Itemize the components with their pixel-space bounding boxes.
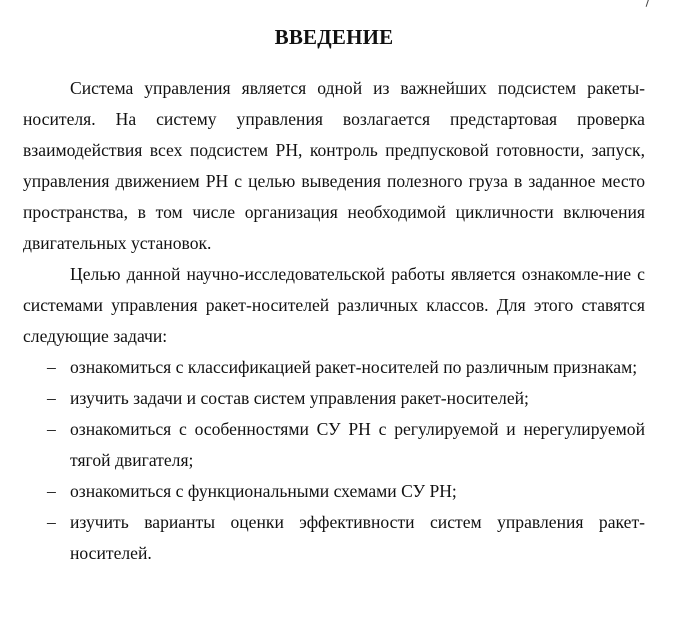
list-item [23, 352, 645, 383]
page-title: ВВЕДЕНИЕ [274, 25, 394, 49]
list-dash: – [47, 512, 56, 532]
list-item-text: изучить варианты оценки эффективности систем управления ракет-носителей. [70, 512, 645, 563]
list-item [23, 507, 645, 569]
goal-paragraph: Целью данной научно-исследовательской работы является ознакомле-ние с системами управления ракет-носителей различных классов. Для этого ставятся следующие задачи: [23, 264, 645, 346]
list-item-text: ознакомиться с классификацией ракет-носителей по различным признакам; [70, 357, 638, 377]
list-dash: – [47, 481, 56, 501]
list-dash: – [47, 388, 56, 408]
list-item [23, 414, 645, 476]
list-item [23, 383, 645, 414]
page-corner-mark [646, 0, 650, 7]
intro-paragraph: Система управления является одной из важнейших подсистем ракеты-носителя. На систему управления возлагается предстартовая проверка взаимодействия всех подсистем РН, контроль предпусковой готовности, запуск, управления движением РН с целью выведения полезного груза в заданное место пространства, в том числе организация необходимой цикличности включения двигательных установок. [23, 78, 645, 253]
list-item-text: ознакомиться с функциональными схемами СУ РН; [70, 481, 457, 501]
document-page [23, 0, 645, 569]
list-dash: – [47, 357, 56, 377]
task-list [23, 352, 645, 569]
list-dash: – [47, 419, 56, 439]
list-item-text: изучить задачи и состав систем управления ракет-носителей; [70, 388, 529, 408]
list-item-text: ознакомиться с особенностями СУ РН с регулируемой и нерегулируемой тягой двигателя; [70, 419, 645, 470]
list-item [23, 476, 645, 507]
